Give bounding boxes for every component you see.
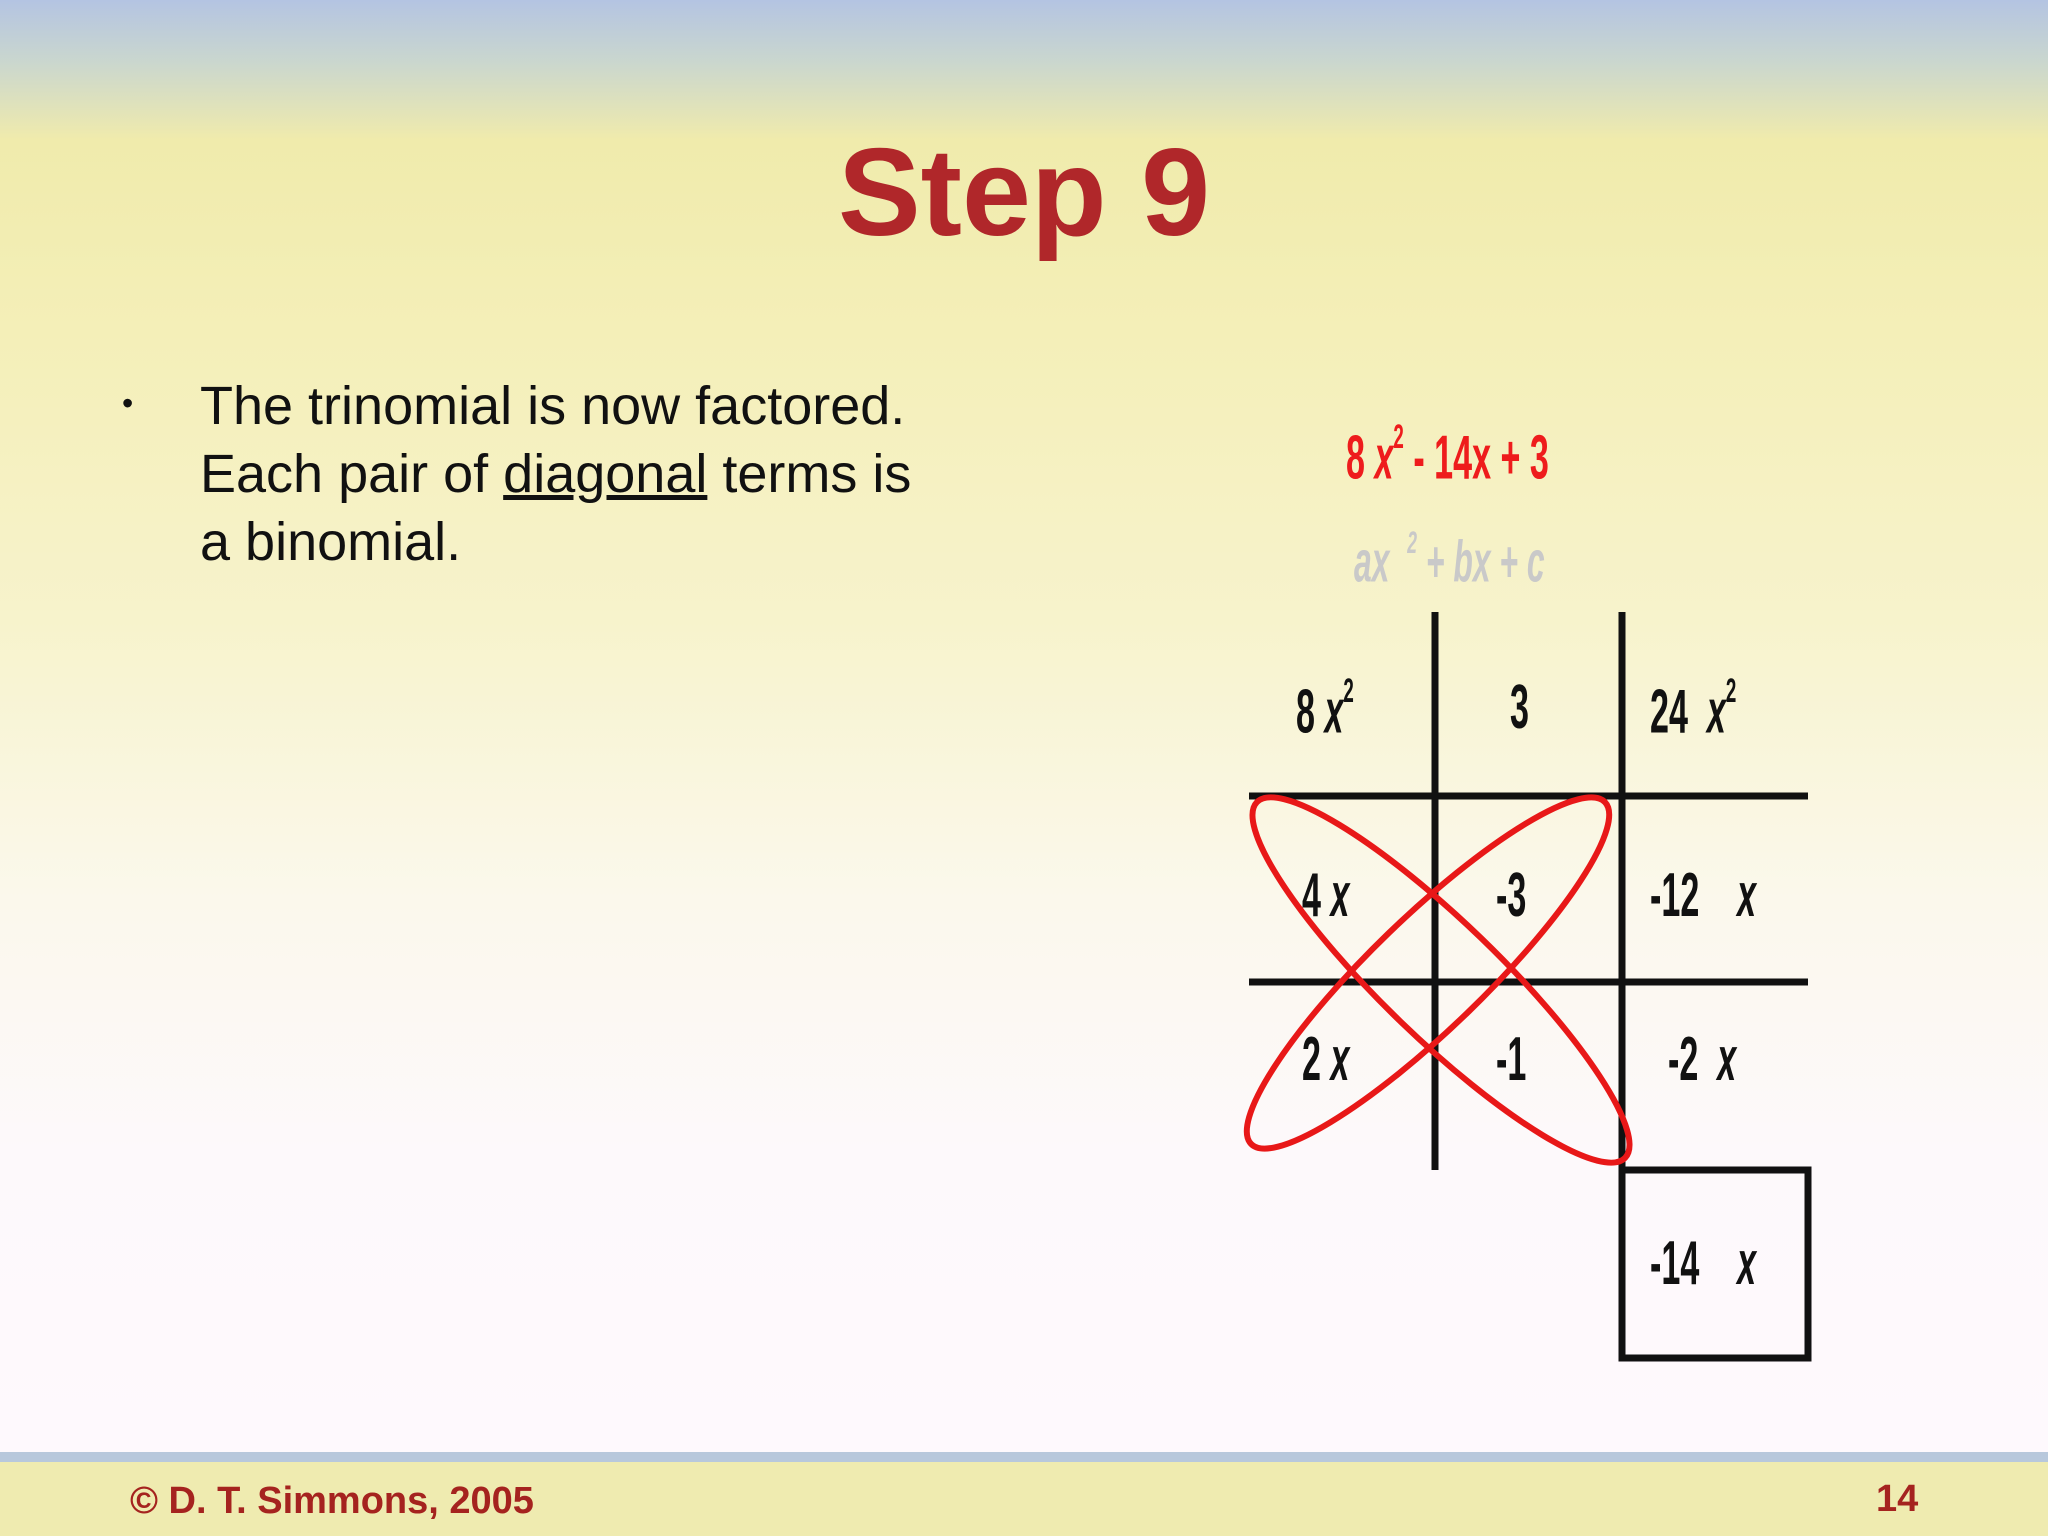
diagonal-underlined: diagonal: [503, 444, 708, 504]
bullet-line-2-post: terms is: [707, 444, 912, 504]
cell-r1c3: 24 $x^2$: [1650, 672, 1737, 747]
cell-r1c1: 8 $x^2$: [1296, 672, 1354, 747]
bullet-icon: •: [122, 385, 134, 421]
general-form: ax $^2$ + bx + c: [1354, 524, 1545, 595]
cell-r2c2: -3: [1496, 861, 1527, 930]
trinomial-equation: 8 $x^2 - 14x + 3$: [1346, 418, 1549, 493]
cell-r3c3: -2 x: [1668, 1025, 1737, 1094]
bullet-line-3: a binomial.: [200, 512, 462, 572]
cell-r1c2: 3: [1510, 673, 1529, 742]
cell-r2c3: -12 x: [1650, 861, 1757, 930]
cell-r3c2: -1: [1496, 1025, 1527, 1094]
bullet-line-1: The trinomial is now factored.: [200, 376, 906, 436]
footer-divider: [0, 1452, 2048, 1462]
slide-title: Step 9: [837, 124, 1211, 262]
sum-cell: -14 x: [1650, 1229, 1757, 1298]
copyright: © D. T. Simmons, 2005: [130, 1480, 534, 1522]
diagonal-loop-1: [1212, 762, 1644, 1184]
cell-r3c1: 2 x: [1302, 1025, 1350, 1094]
bullet-line-2-pre: Each pair of: [200, 444, 504, 504]
page-number: 14: [1876, 1478, 1919, 1520]
cell-r2c1: 4 x: [1302, 861, 1350, 930]
